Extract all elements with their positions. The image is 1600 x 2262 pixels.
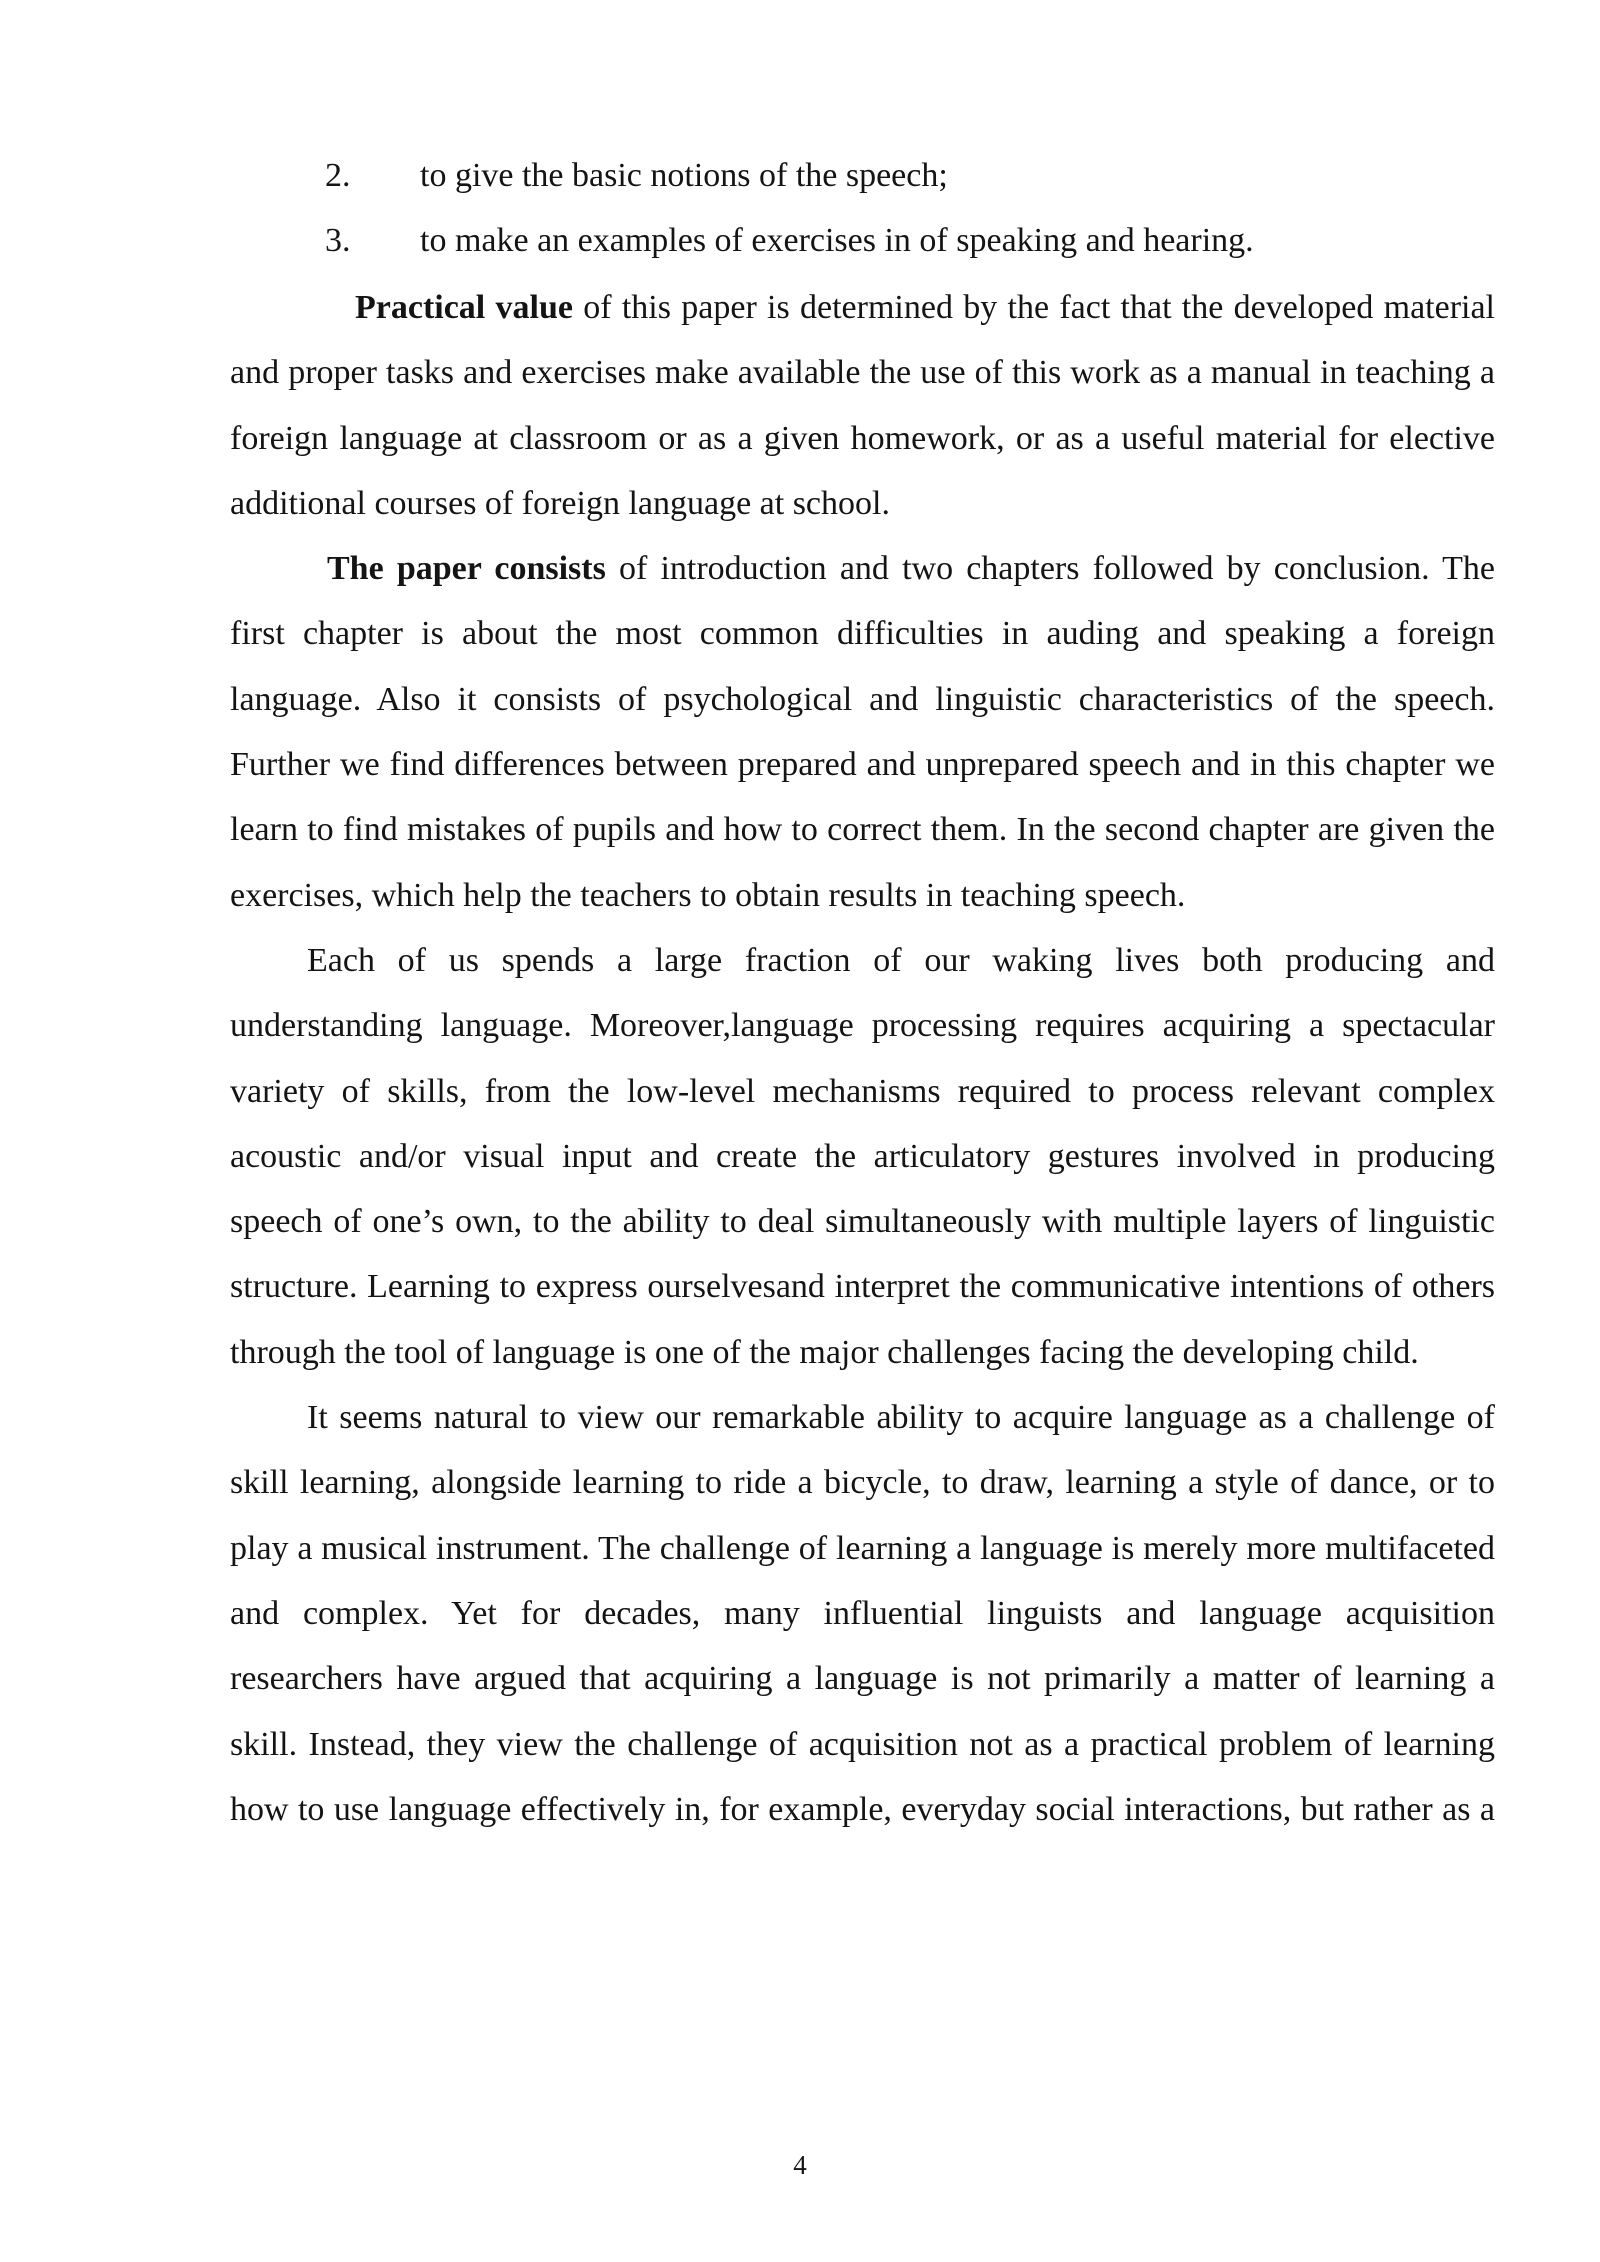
- paragraph-text: It seems natural to view our remarkable ability to acquire language as a challenge of skill learning, alongside learning to ride a bicycle, to draw, learning a style of dance, or to play a musical instrument. The challenge of learning a language is merely more multifaceted and complex. Yet for decades, many influential linguists and language acquisition researchers have argued that acquiring a language is not primarily a matter of learning a skill. Instead, they view the challenge of acquisition not as a practical problem of learning how to use language effectively in, for example, everyday social interactions, but rather as a: [230, 1399, 1495, 1828]
- list-item: [325, 208, 1254, 273]
- paragraph-lead: Practical value: [355, 289, 573, 326]
- paragraph-text: Each of us spends a large fraction of our waking lives both producing and understanding language. Moreover,language processing requires acquiring a spectacular variety of skills, from the low-level mechanisms required to process relevant complex acoustic and/or visual input and create the articulatory gestures involved in producing speech of one’s own, to the ability to deal simultaneously with multiple layers of linguistic structure. Learning to express ourselvesand interpret the communicative intentions of others through the tool of language is one of the major challenges facing the developing child.: [230, 941, 1495, 1371]
- paragraph: [230, 928, 1495, 1385]
- list-item-number: 3.: [325, 222, 351, 259]
- paragraph-paper-consists: [230, 536, 1495, 928]
- list-item: [325, 143, 948, 208]
- body-text: [230, 275, 1495, 1842]
- page-number: 4: [793, 2150, 807, 2180]
- list-item-number: 2.: [325, 157, 351, 194]
- list-item-text: to make an examples of exercises in of speaking and hearing.: [420, 222, 1254, 259]
- paragraph-practical-value: [230, 275, 1495, 536]
- paragraph-text: of this paper is determined by the fact that the developed material and proper tasks and exercises make available the use of this work as a manual in teaching a foreign language at classroom or as a given homework, or as a useful material for elective additional courses of foreign language at school.: [230, 289, 1495, 522]
- paragraph: [230, 1385, 1495, 1842]
- paragraph-text: of introduction and two chapters followed by conclusion. The first chapter is about the most common difficulties in auding and speaking a foreign language. Also it consists of psychological and linguistic characteristics of the speech. Further we find differences between prepared and unprepared speech and in this chapter we learn to find mistakes of pupils and how to correct them. In the second chapter are given the exercises, which help the teachers to obtain results in teaching speech.: [230, 550, 1496, 914]
- list-item-text: to give the basic notions of the speech;: [420, 157, 948, 194]
- paragraph-lead: The paper consists: [327, 550, 606, 588]
